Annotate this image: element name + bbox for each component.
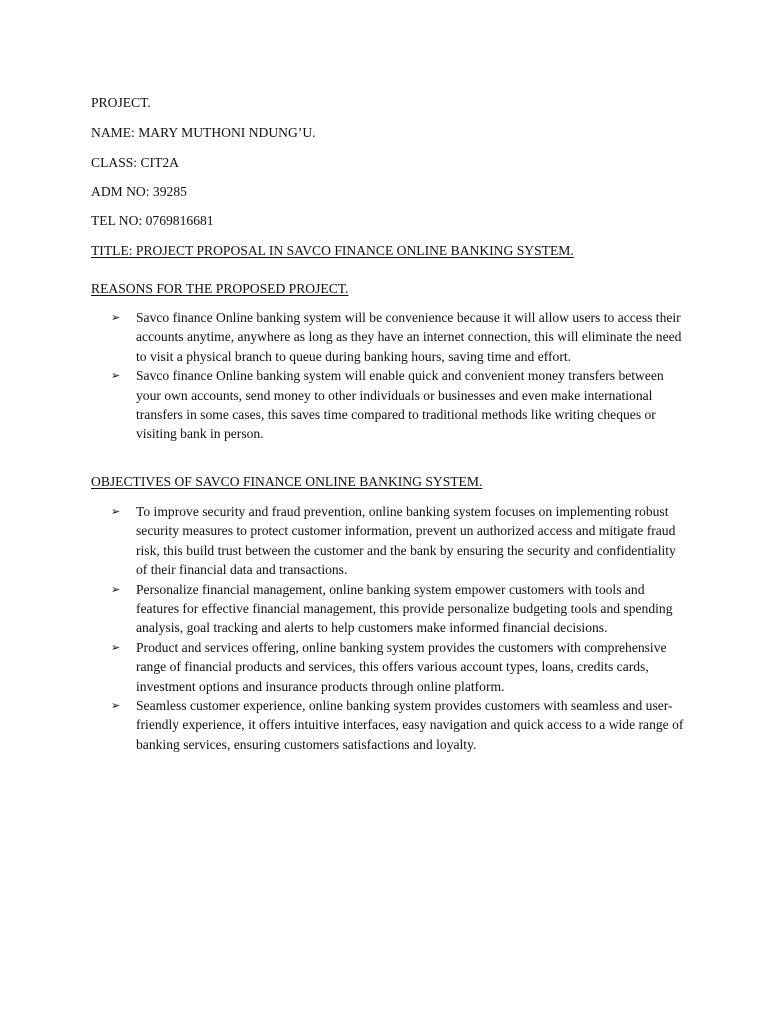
reason-text: Savco finance Online banking system will enable quick and convenient money transfers between your own accounts, send money to other individuals or businesses and even make international transfers in some cases, this saves time compared to traditional methods like writing cheques or visiting bank in person.: [136, 368, 664, 442]
objective-text: To improve security and fraud prevention, online banking system focuses on implementing robust security measures to protect customer information, prevent un authorized access and mitigate fraud risk, this build trust between the customer and the bank by ensuring the security and confidentiality of their financial data and transactions.: [136, 504, 676, 578]
telephone-number: TEL NO: 0769816681: [91, 213, 214, 228]
arrow-bullet-icon: ➢: [111, 369, 121, 383]
reasons-heading: REASONS FOR THE PROPOSED PROJECT.: [91, 281, 349, 296]
reason-text: Savco finance Online banking system will be convenience because it will allow users to access their accounts anytime, anywhere as long as they have an internet connection, this will eliminate the need to visit a physical branch to queue during banking hours, saving time and effort.: [136, 310, 682, 364]
arrow-bullet-icon: ➢: [111, 699, 121, 713]
document-title: TITLE: PROJECT PROPOSAL IN SAVCO FINANCE ONLINE BANKING SYSTEM.: [91, 243, 574, 258]
student-class: CLASS: CIT2A: [91, 155, 179, 170]
list-item: [0, 502, 688, 580]
list-item: [0, 366, 688, 444]
objectives-list: [0, 502, 768, 754]
objective-text: Seamless customer experience, online banking system provides customers with seamless and user-friendly experience, it offers intuitive interfaces, easy navigation and quick access to a wide range of banking services, ensuring customers satisfactions and loyalty.: [136, 698, 684, 752]
project-label: PROJECT.: [91, 95, 151, 110]
arrow-bullet-icon: ➢: [111, 640, 121, 654]
list-item: [0, 580, 688, 638]
objective-text: Personalize financial management, online banking system empower customers with tools and features for effective financial management, this provide personalize budgeting tools and spending analysis, goal tracking and alerts to help customers make informed financial decisions.: [136, 581, 673, 636]
student-name: NAME: MARY MUTHONI NDUNG’U.: [91, 125, 316, 140]
arrow-bullet-icon: ➢: [111, 582, 121, 596]
arrow-bullet-icon: ➢: [111, 311, 121, 324]
list-item: [0, 308, 688, 366]
arrow-bullet-icon: ➢: [111, 505, 121, 518]
reasons-list: [0, 308, 768, 444]
list-item: [0, 638, 688, 696]
list-item: [0, 696, 688, 754]
objective-text: Product and services offering, online banking system provides the customers with comprehensive range of financial products and services, this offers various account types, loans, credits cards, investment options and insurance products through online platform.: [136, 639, 667, 694]
objectives-heading: OBJECTIVES OF SAVCO FINANCE ONLINE BANKING SYSTEM.: [91, 474, 483, 489]
admission-number: ADM NO: 39285: [91, 184, 187, 199]
